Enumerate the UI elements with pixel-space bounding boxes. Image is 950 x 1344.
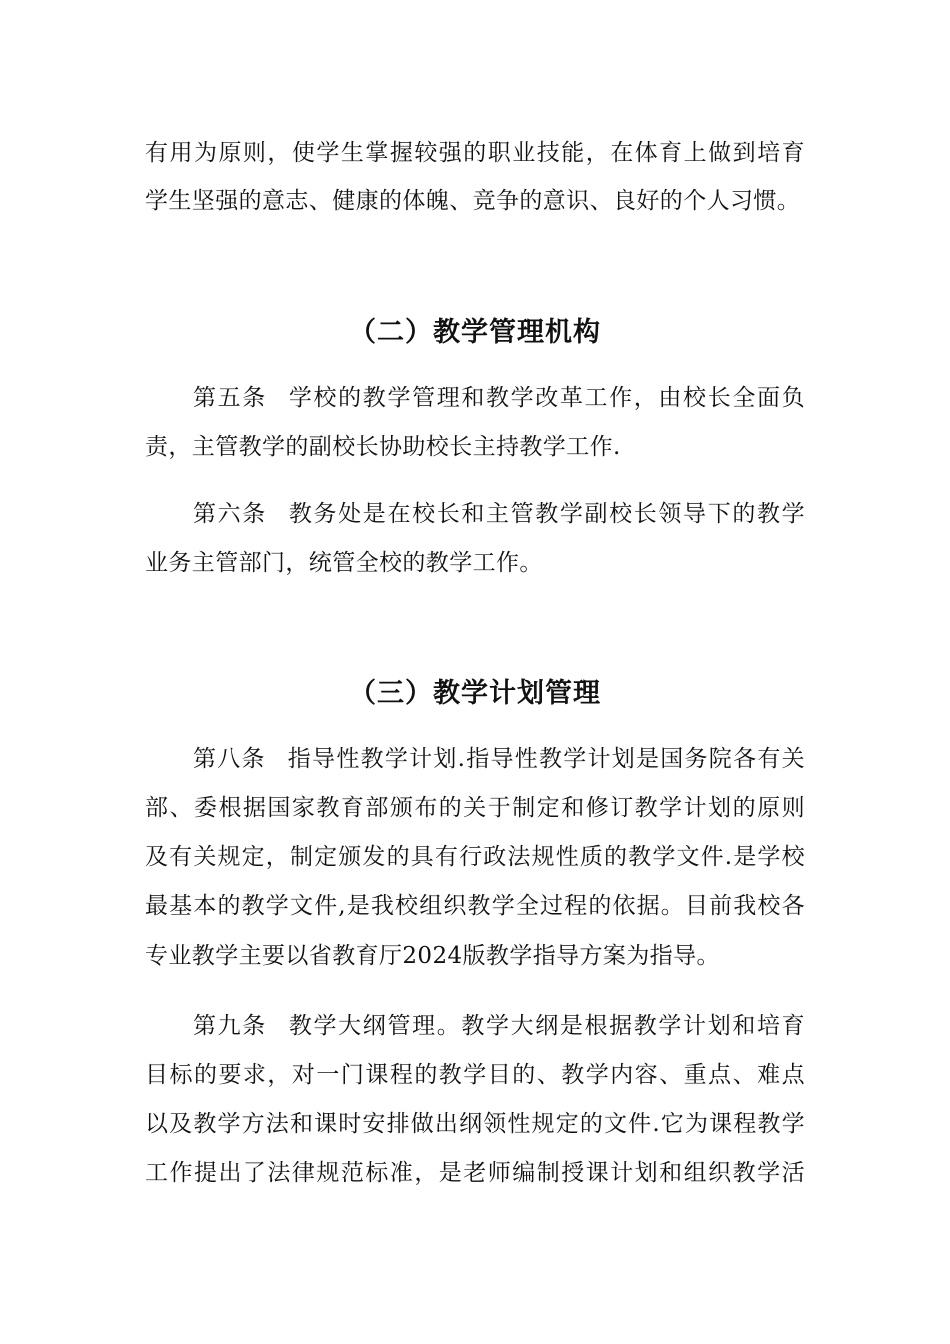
section-heading-2: （二）教学管理机构 xyxy=(349,317,601,348)
article-5-line-2: 责，主管教学的副校长协助校长主持教学工作. xyxy=(145,434,621,460)
article-9-line-1 xyxy=(193,1010,805,1042)
article-9-label: 第九条 xyxy=(193,1013,267,1039)
article-8-line-1 xyxy=(193,743,805,775)
article-8-line-4: 最基本的教学文件,是我校组织教学全过程的依据。目前我校各 xyxy=(145,893,805,919)
article-9-text-1: 教学大纲管理。教学大纲是根据教学计划和培育 xyxy=(288,1013,805,1039)
article-5-text-1: 学校的教学管理和教学改革工作，由校长全面负 xyxy=(288,385,805,411)
article-9-line-3: 以及教学方法和课时安排做出纲领性规定的文件.它为课程教学 xyxy=(145,1111,805,1137)
article-6-line-1 xyxy=(193,498,805,530)
article-9-line-2: 目标的要求，对一门课程的教学目的、教学内容、重点、难点 xyxy=(145,1062,805,1088)
intro-line-2: 学生坚强的意志、健康的体魄、竞争的意识、良好的个人习惯。 xyxy=(145,188,801,214)
article-8-line-5: 专业教学主要以省教育厅2024版教学指导方案为指导。 xyxy=(145,943,720,969)
article-5-label: 第五条 xyxy=(193,385,267,411)
article-8-line-2: 部、委根据国家教育部颁布的关于制定和修订教学计划的原则 xyxy=(145,795,805,821)
article-6-text-1: 教务处是在校长和主管教学副校长领导下的教学 xyxy=(288,501,805,527)
article-6-label: 第六条 xyxy=(193,501,267,527)
article-8-text-1: 指导性教学计划.指导性教学计划是国务院各有关 xyxy=(287,746,805,772)
section-heading-3: （三）教学计划管理 xyxy=(349,678,601,709)
article-5-line-1 xyxy=(193,382,805,414)
article-8-line-3: 及有关规定，制定颁发的具有行政法规性质的教学文件.是学校 xyxy=(145,844,805,870)
article-6-line-2: 业务主管部门，统管全校的教学工作。 xyxy=(145,550,543,576)
intro-line-1: 有用为原则，使学生掌握较强的职业技能，在体育上做到培育 xyxy=(145,140,805,166)
article-9-line-4: 工作提出了法律规范标准，是老师编制授课计划和组织教学活 xyxy=(145,1160,805,1186)
article-8-label: 第八条 xyxy=(193,746,266,772)
